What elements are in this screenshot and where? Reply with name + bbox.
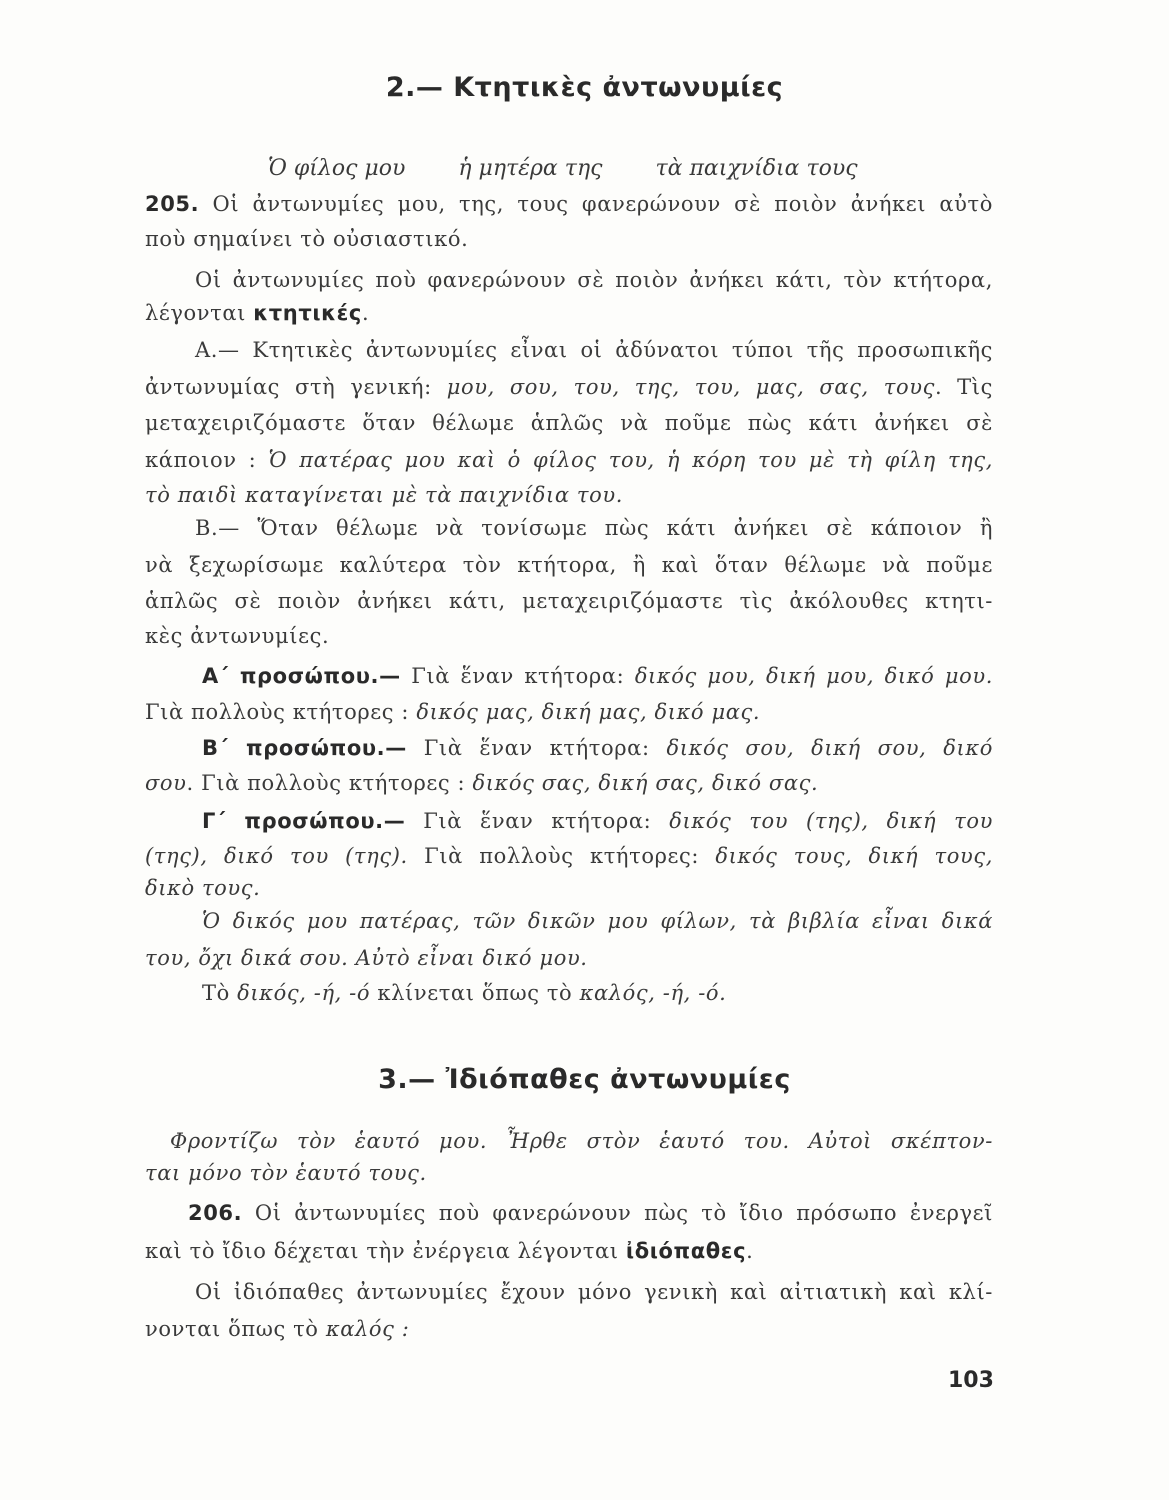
para-206-number: 206. [188, 1201, 243, 1225]
section-2-examples [268, 156, 904, 181]
part-a-line-3: μεταχειριζόμαστε ὅταν θέλωμε ἁπλῶς νὰ ποῦμε πὼς κάτι ἀνήκει σὲ [145, 411, 993, 435]
first-person-plural-forms: δικός μας, δική μας, δικό μας. [416, 700, 761, 724]
part-a-forms: μου, σου, του, της, του, μας, σας, τους [446, 375, 935, 399]
second-person-line-2 [145, 768, 993, 798]
para-205-number: 205. [145, 192, 200, 216]
second-person-line-1 [202, 733, 993, 763]
para-206-end: . [746, 1239, 754, 1263]
third-person-line-1 [202, 806, 993, 836]
last-para-text: νονται ὅπως τὸ [145, 1317, 326, 1341]
para-205-line-2: ποὺ σημαίνει τὸ οὐσιαστικό. [145, 227, 469, 251]
third-person-line-3: δικὸ τους. [145, 876, 261, 900]
definition-text: λέγονται [145, 301, 254, 325]
definition-line-2 [145, 298, 993, 328]
example-line-2: του, ὄχι δικά σου. Αὐτὸ εἶναι δικό μου. [145, 946, 588, 970]
third-person-plural-text: Γιὰ πολλοὺς κτήτορες: [407, 844, 716, 868]
last-para-line-1: Οἱ ἰδιόπαθες ἀντωνυμίες ἔχουν μόνο γενικὴ καὶ αἰτιατικὴ καὶ κλί- [195, 1280, 993, 1304]
para-205-line-1 [145, 189, 993, 219]
second-person-form-end: σου [145, 771, 187, 795]
section-3-heading: 3.— Ἰδιόπαθες ἀντωνυμίες [378, 1064, 791, 1095]
part-a-line-5: τὸ παιδὶ καταγίνεται μὲ τὰ παιχνίδια του. [145, 483, 624, 507]
para-206-text: Οἱ ἀντωνυμίες ποὺ φανερώνουν πὼς τὸ ἴδιο πρόσωπο ἐνεργεῖ [254, 1201, 993, 1225]
para-205-text: Οἱ ἀντωνυμίες μου, της, τους φανερώνουν σὲ ποιὸν ἀνήκει αὐτὸ [212, 192, 993, 216]
example-line-1: Ὁ δικός μου πατέρας, τῶν δικῶν μου φίλων, τὰ βιβλία εἶναι δικά [202, 909, 993, 933]
second-person-plural-forms: δικός σας, δική σας, δικό σας. [472, 771, 819, 795]
example-3: τὰ παιχνίδια τους [655, 156, 858, 181]
section-2-heading: 2.— Κτητικὲς ἀντωνυμίες [385, 72, 784, 103]
first-person-line-2 [145, 697, 993, 727]
para-206-line-2 [145, 1236, 993, 1266]
third-person-plural-forms: δικός τους, δική τους, [715, 844, 993, 868]
example-1: Ὁ φίλος μου [268, 156, 406, 181]
last-para-line-2 [145, 1314, 993, 1344]
part-a-text-2: κάποιον : [145, 448, 269, 472]
part-a-example: Ὁ πατέρας μου καὶ ὁ φίλος του, ἡ κόρη του μὲ τὴ φίλη της, [268, 448, 993, 472]
term-ktitikes: κτητικές [253, 301, 362, 325]
declension-model: καλός, -ή, -ό. [579, 981, 727, 1005]
page-number: 103 [948, 1368, 994, 1393]
part-b-line-3: ἁπλῶς σὲ ποιὸν ἀνήκει κάτι, μεταχειριζόμαστε τὶς ἀκόλουθες κτητι- [145, 589, 993, 613]
first-person-text: Γιὰ ἕναν κτήτορα: [400, 664, 635, 688]
third-person-label: Γ΄ προσώπου.— [202, 809, 406, 833]
second-person-text: Γιὰ ἕναν κτήτορα: [406, 736, 667, 760]
third-person-forms-cont: (της), δικό του (της). [145, 844, 408, 868]
definition-end: . [361, 301, 370, 325]
part-a-text: ἀντωνυμίας στὴ γενική: [145, 375, 447, 399]
para-206-line-1 [188, 1198, 993, 1228]
first-person-plural-text: Γιὰ πολλοὺς κτήτορες : [145, 700, 417, 724]
section-3-example-line-1: Φροντίζω τὸν ἑαυτό μου. Ἦρθε στὸν ἑαυτό του. Αὐτοὶ σκέπτον- [170, 1129, 993, 1153]
declension-line [202, 978, 1050, 1008]
third-person-forms: δικός του (της), δική του [669, 809, 993, 833]
definition-line-1: Οἱ ἀντωνυμίες ποὺ φανερώνουν σὲ ποιὸν ἀνήκει κάτι, τὸν κτήτορα, [195, 268, 993, 292]
declension-text-1: Τὸ [202, 981, 238, 1005]
part-b-line-2: νὰ ξεχωρίσωμε καλύτερα τὸν κτήτορα, ἢ καὶ ὅταν θέλωμε νὰ ποῦμε [145, 553, 993, 577]
section-3-example-line-2: ται μόνο τὸν ἑαυτό τους. [145, 1161, 427, 1185]
part-a-line-2 [145, 372, 993, 402]
term-idiopathes: ἰδιόπαθες [625, 1239, 747, 1263]
first-person-line-1 [202, 661, 993, 691]
part-a-text-end: . Τὶς [934, 375, 993, 399]
third-person-line-2 [145, 841, 993, 871]
last-para-model: καλός : [325, 1317, 410, 1341]
first-person-forms: δικός μου, δική μου, δικό μου. [634, 664, 993, 688]
part-b-line-1: Β.— Ὅταν θέλωμε νὰ τονίσωμε πὼς κάτι ἀνήκει σὲ κάποιον ἢ [195, 516, 993, 540]
declension-text-2: κλίνεται ὅπως τὸ [370, 981, 580, 1005]
part-a-line-1: Α.— Κτητικὲς ἀντωνυμίες εἶναι οἱ ἀδύνατοι τύποι τῆς προσωπικῆς [195, 338, 993, 362]
part-a-line-4 [145, 445, 993, 475]
para-206-text-2: καὶ τὸ ἴδιο δέχεται τὴν ἐνέργεια λέγονται [145, 1239, 626, 1263]
declension-word: δικός, -ή, -ό [237, 981, 371, 1005]
second-person-label: Β΄ προσώπου.— [202, 736, 407, 760]
third-person-text: Γιὰ ἕναν κτήτορα: [405, 809, 670, 833]
second-person-plural-text: . Γιὰ πολλοὺς κτήτορες : [186, 771, 473, 795]
example-2: ἡ μητέρα της [458, 156, 603, 181]
part-b-line-4: κὲς ἀντωνυμίες. [145, 624, 330, 648]
second-person-forms: δικός σου, δική σου, δικό [666, 736, 993, 760]
first-person-label: Α΄ προσώπου.— [202, 664, 401, 688]
